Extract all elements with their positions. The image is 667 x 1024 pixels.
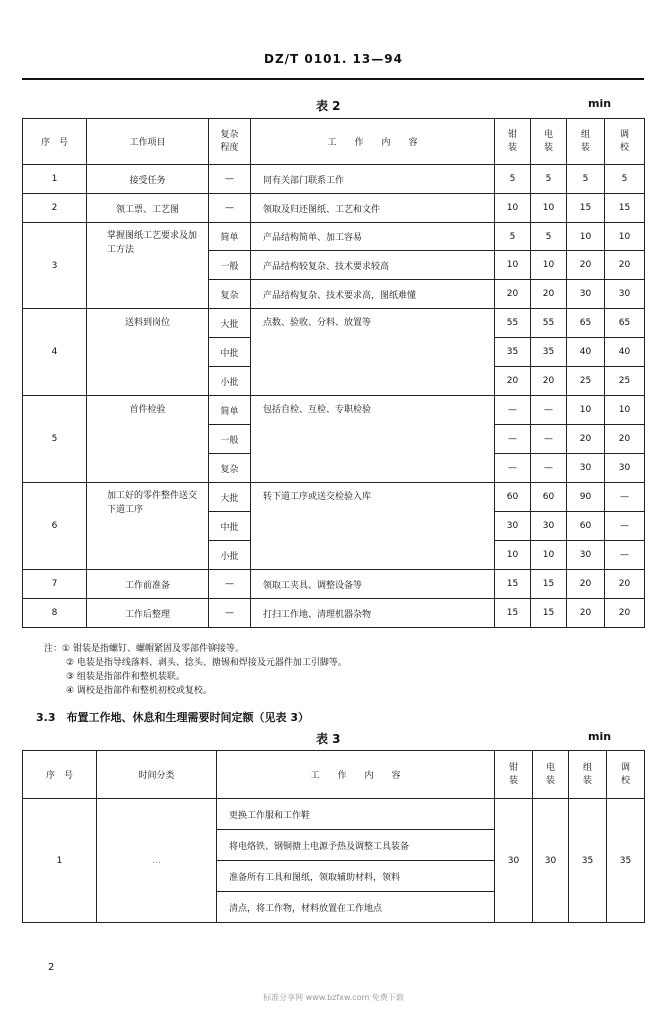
cell-content: 同有关部门联系工作: [251, 165, 495, 194]
cell-no: 2: [23, 194, 87, 223]
cell-value: 5: [605, 165, 645, 194]
cell-value: 10: [531, 194, 567, 223]
cell-value: 30: [495, 512, 531, 541]
cell-content: 转下道工序或送交检验入库: [251, 483, 495, 570]
header-rule: [22, 78, 644, 80]
cell-complexity: 小批: [209, 367, 251, 396]
cell-content: 准备所有工具和图纸，领取辅助材料，领料: [217, 861, 495, 892]
cell-no: 6: [23, 483, 87, 570]
cell-complexity: 简单: [209, 396, 251, 425]
cell-value: 30: [531, 512, 567, 541]
cell-value: 10: [495, 194, 531, 223]
cell-value: 60: [495, 483, 531, 512]
th-c3: 组 装: [567, 119, 605, 165]
cell-no: 3: [23, 223, 87, 309]
cell-no: 5: [23, 396, 87, 483]
cell-value: —: [605, 483, 645, 512]
section-heading: 3.3 布置工作地、休息和生理需要时间定额（见表 3）: [36, 711, 309, 724]
table2-caption: 表 2: [316, 99, 341, 113]
cell-value: 90: [567, 483, 605, 512]
cell-complexity: 简单: [209, 223, 251, 251]
cell-content: 领取工夹具、调整设备等: [251, 570, 495, 599]
cell-value: —: [531, 425, 567, 454]
th-content: 工 作 内 容: [217, 751, 495, 799]
th-c2: 电 装: [531, 119, 567, 165]
th-c1: 钳 装: [495, 751, 533, 799]
cell-content: 清点，将工作物，材料放置在工作地点: [217, 892, 495, 923]
cell-value: 15: [567, 194, 605, 223]
footer-watermark: 标准分享网 www.bzfxw.com 免费下载: [263, 993, 404, 1002]
cell-value: 65: [567, 309, 605, 338]
cell-content: 产品结构简单、加工容易: [251, 223, 495, 251]
cell-value: 30: [533, 799, 569, 923]
cell-value: —: [531, 454, 567, 483]
cell-item: 工作后整理: [87, 599, 209, 628]
cell-value: 25: [567, 367, 605, 396]
table-row: [23, 396, 645, 425]
cell-item: 送料到岗位: [87, 309, 209, 396]
note-line: ③ 组装是指部件和整机装联。: [66, 672, 185, 682]
cell-no: 7: [23, 570, 87, 599]
cell-value: 15: [495, 570, 531, 599]
cell-value: 55: [531, 309, 567, 338]
cell-value: 30: [567, 454, 605, 483]
cell-value: 15: [531, 599, 567, 628]
cell-complexity: 大批: [209, 309, 251, 338]
th-no: 序 号: [23, 119, 87, 165]
table-3: [22, 750, 645, 923]
cell-item: 工作前准备: [87, 570, 209, 599]
cell-value: 35: [569, 799, 607, 923]
cell-item: 首件检验: [87, 396, 209, 483]
cell-value: 5: [531, 165, 567, 194]
table3-caption: 表 3: [316, 732, 341, 746]
cell-value: 25: [605, 367, 645, 396]
cell-value: 30: [605, 280, 645, 309]
cell-complexity: 一般: [209, 425, 251, 454]
cell-value: 5: [531, 223, 567, 251]
cell-item: 领工票、工艺图: [87, 194, 209, 223]
cell-complexity: 大批: [209, 483, 251, 512]
note-line: 注：① 钳装是指螺钉、螺帽紧固及零部件铆接等。: [44, 644, 244, 654]
note-line: ④ 调校是指部件和整机初校或复校。: [66, 686, 212, 696]
cell-value: 40: [567, 338, 605, 367]
table2-header-row: [23, 119, 645, 165]
table3-header-row: [23, 751, 645, 799]
cell-value: 20: [531, 280, 567, 309]
table2-notes: [44, 642, 347, 698]
cell-value: —: [495, 396, 531, 425]
note-line: ② 电装是指导线落料、剥头、捻头、搪锡和焊接及元器件加工引脚等。: [66, 658, 347, 668]
cell-complexity: 复杂: [209, 280, 251, 309]
th-content: 工 作 内 容: [251, 119, 495, 165]
page-number: 2: [48, 962, 55, 973]
table-row: [23, 309, 645, 338]
cell-value: 30: [495, 799, 533, 923]
th-c4: 调 校: [607, 751, 645, 799]
cell-value: 65: [605, 309, 645, 338]
cell-value: 20: [567, 599, 605, 628]
cell-value: 20: [567, 251, 605, 280]
table-row: [23, 483, 645, 512]
table-row: [23, 194, 645, 223]
cell-no: 1: [23, 165, 87, 194]
cell-complexity: 复杂: [209, 454, 251, 483]
cell-content: 领取及归还图纸、工艺和文件: [251, 194, 495, 223]
cell-value: 20: [567, 425, 605, 454]
cell-value: —: [495, 425, 531, 454]
cell-value: 15: [531, 570, 567, 599]
cell-content: 将电烙铁、钢铜搪上电源予热及调整工具装备: [217, 830, 495, 861]
table-row: [23, 799, 645, 830]
th-c1: 钳 装: [495, 119, 531, 165]
cell-content: 点数、验收、分料、放置等: [251, 309, 495, 396]
cell-value: 30: [567, 280, 605, 309]
cell-complexity: 中批: [209, 512, 251, 541]
cell-value: —: [495, 454, 531, 483]
cell-no: 4: [23, 309, 87, 396]
cell-content: 打扫工作地、清理机器杂物: [251, 599, 495, 628]
cell-content: 包括自检、互检、专职检验: [251, 396, 495, 483]
cell-value: 20: [531, 367, 567, 396]
cell-value: 10: [531, 541, 567, 570]
cell-value: 15: [605, 194, 645, 223]
cell-complexity: —: [209, 570, 251, 599]
th-no: 序 号: [23, 751, 97, 799]
cell-value: 20: [605, 425, 645, 454]
th-complexity: 复杂 程度: [209, 119, 251, 165]
cell-value: —: [605, 512, 645, 541]
cell-value: 5: [495, 165, 531, 194]
cell-content: 产品结构较复杂、技术要求较高: [251, 251, 495, 280]
cell-value: 10: [567, 223, 605, 251]
cell-value: 20: [605, 570, 645, 599]
cell-no: 8: [23, 599, 87, 628]
th-c4: 调 校: [605, 119, 645, 165]
cell-value: 10: [605, 396, 645, 425]
cell-complexity: 小批: [209, 541, 251, 570]
cell-complexity: 一般: [209, 251, 251, 280]
table-2: [22, 118, 645, 628]
table-row: [23, 223, 645, 251]
cell-value: 10: [531, 251, 567, 280]
table-row: [23, 165, 645, 194]
cell-content: 更换工作服和工作鞋: [217, 799, 495, 830]
cell-value: —: [531, 396, 567, 425]
cell-value: 5: [567, 165, 605, 194]
cell-value: 30: [567, 541, 605, 570]
cell-value: 10: [495, 251, 531, 280]
cell-value: 30: [605, 454, 645, 483]
cell-item: 接受任务: [87, 165, 209, 194]
standard-code: DZ/T 0101. 13—94: [264, 52, 403, 66]
cell-value: 35: [531, 338, 567, 367]
cell-value: 20: [567, 570, 605, 599]
th-c3: 组 装: [569, 751, 607, 799]
cell-content: 产品结构复杂、技术要求高，图纸难懂: [251, 280, 495, 309]
cell-item: 加工好的零件整件送交下道工序: [87, 483, 209, 570]
table3-unit: min: [588, 730, 612, 743]
cell-value: 10: [605, 223, 645, 251]
cell-value: 10: [567, 396, 605, 425]
table2-unit: min: [588, 97, 612, 110]
table-row: [23, 599, 645, 628]
cell-no: 1: [23, 799, 97, 923]
cell-complexity: —: [209, 599, 251, 628]
cell-value: 5: [495, 223, 531, 251]
table-row: [23, 570, 645, 599]
cell-value: 20: [495, 367, 531, 396]
cell-value: 55: [495, 309, 531, 338]
cell-value: 20: [495, 280, 531, 309]
cell-value: 35: [607, 799, 645, 923]
cell-value: 15: [495, 599, 531, 628]
cell-value: —: [605, 541, 645, 570]
cell-value: 60: [567, 512, 605, 541]
cell-complexity: —: [209, 165, 251, 194]
cell-complexity: 中批: [209, 338, 251, 367]
th-item: 工作项目: [87, 119, 209, 165]
cell-value: 10: [495, 541, 531, 570]
cell-value: 60: [531, 483, 567, 512]
cell-category: …: [97, 799, 217, 923]
cell-value: 20: [605, 599, 645, 628]
cell-complexity: —: [209, 194, 251, 223]
cell-item: 掌握图纸工艺要求及加工方法: [87, 223, 209, 309]
cell-value: 40: [605, 338, 645, 367]
th-category: 时间分类: [97, 751, 217, 799]
cell-value: 20: [605, 251, 645, 280]
cell-value: 35: [495, 338, 531, 367]
th-c2: 电 装: [533, 751, 569, 799]
